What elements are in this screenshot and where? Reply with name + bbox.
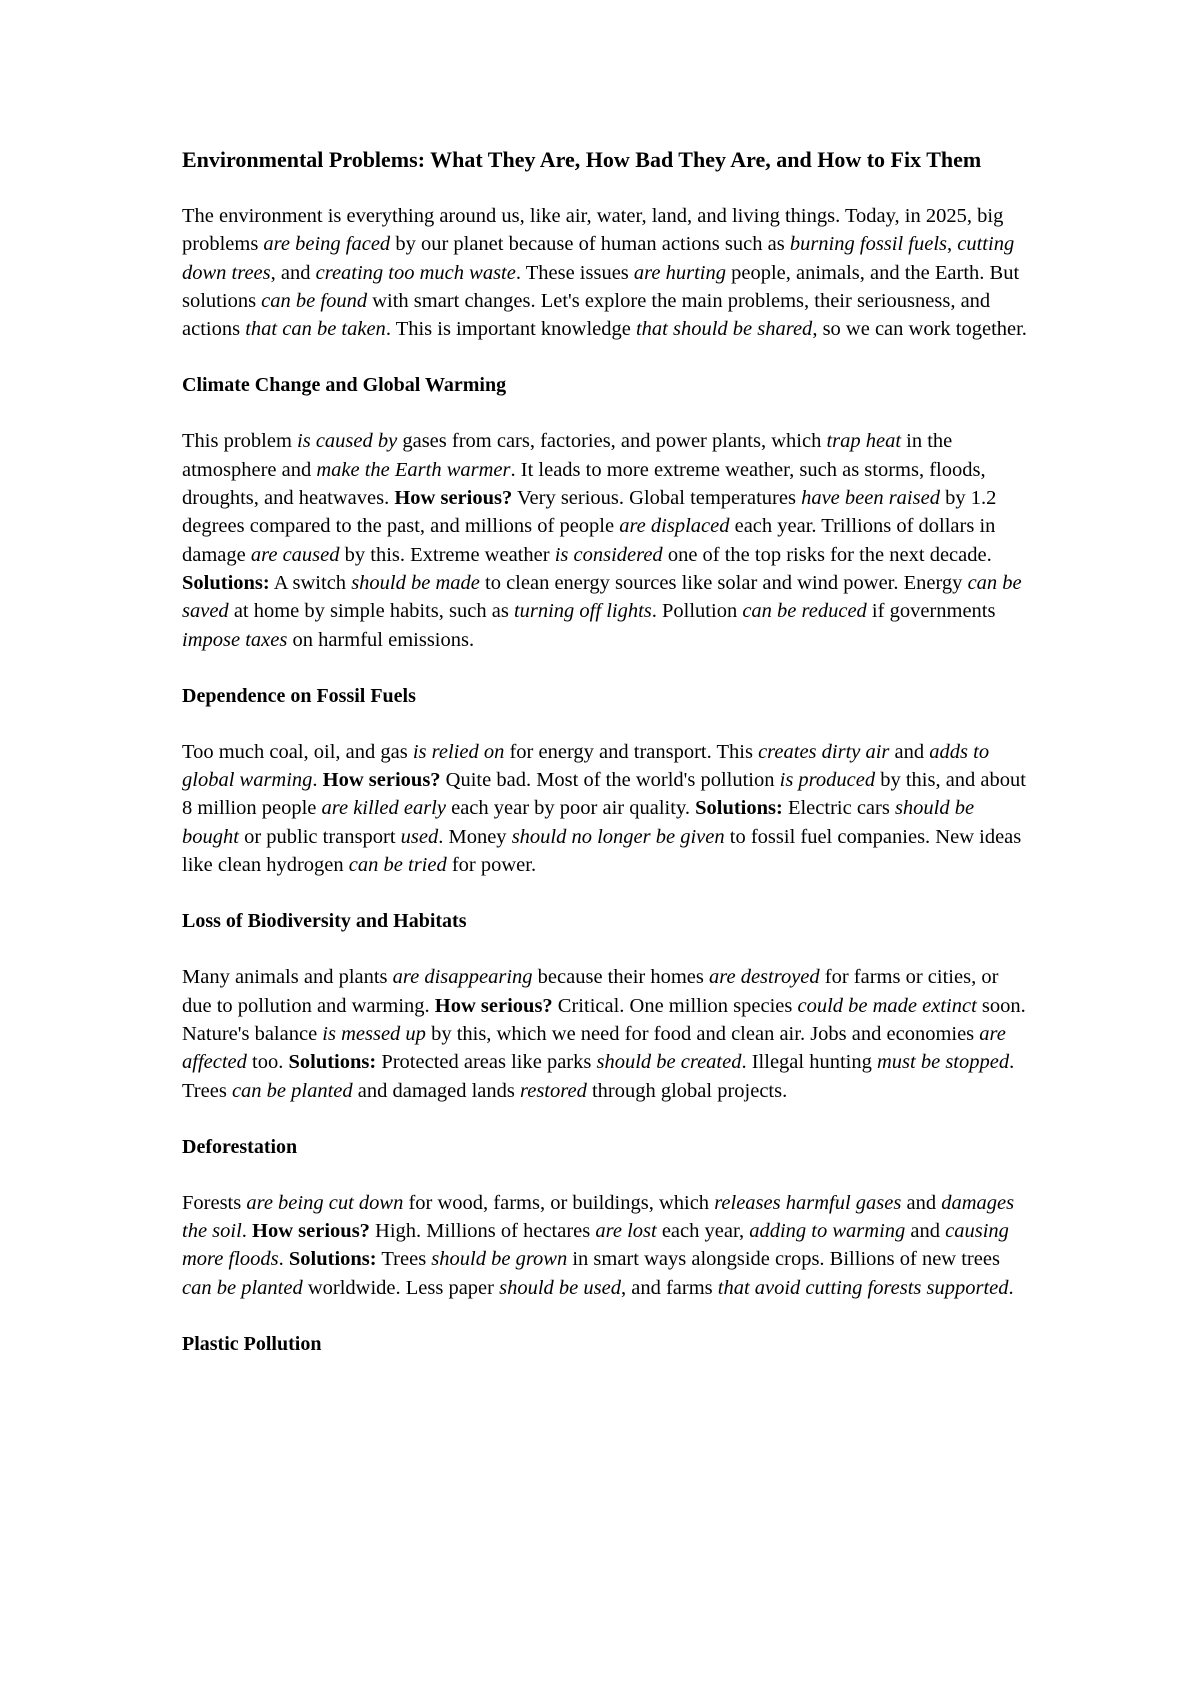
bold-label: Solutions: bbox=[288, 1051, 377, 1074]
italic-phrase: are destroyed bbox=[709, 966, 820, 989]
italic-phrase: is relied on bbox=[412, 740, 505, 763]
section-heading-fossil-fuels: Dependence on Fossil Fuels bbox=[182, 684, 416, 707]
italic-phrase: are lost bbox=[595, 1220, 657, 1243]
bold-label: How serious? bbox=[434, 994, 553, 1017]
bold-label: How serious? bbox=[322, 769, 441, 792]
bold-label: Solutions: bbox=[695, 797, 783, 820]
section-body-deforestation: Forests are being cut down for wood, farms, or buildings, which releases harmful gases and damages the soil. How serious? High. Millions of hectares are lost each year, adding to warming and causing more floods. Solutions: Trees should be grown in smart ways alongside crops. Billions of new trees can be planted worldwide. Less paper should be used, and farms that avoid cutting forests supported. bbox=[182, 1191, 1015, 1299]
italic-phrase: is caused by bbox=[297, 430, 398, 453]
italic-phrase: restored bbox=[520, 1079, 587, 1102]
italic-phrase: could be made extinct bbox=[797, 994, 977, 1017]
italic-phrase: damages the soil bbox=[182, 1191, 1015, 1243]
italic-phrase: turning off lights bbox=[513, 600, 652, 623]
italic-phrase: that avoid cutting forests supported bbox=[717, 1276, 1009, 1299]
section-heading-biodiversity: Loss of Biodiversity and Habitats bbox=[182, 910, 467, 933]
italic-phrase: impose taxes bbox=[182, 628, 288, 651]
italic-phrase: that should be shared bbox=[635, 318, 813, 341]
section-body-fossil-fuels: Too much coal, oil, and gas is relied on for energy and transport. This creates dirty air and adds to global warming. How serious? Quite bad. Most of the world's pollution is produced by this, and about 8 million people are killed early each year by poor air quality. Solutions: Electric cars should be bought or public transport used. Money should no longer be given to fossil fuel companies. New ideas like clean hydrogen can be tried for power. bbox=[182, 740, 1026, 877]
italic-phrase: cutting down trees bbox=[182, 233, 1015, 284]
italic-phrase: should no longer be given bbox=[511, 825, 725, 848]
italic-phrase: should be used bbox=[499, 1276, 621, 1299]
section-heading-climate-change: Climate Change and Global Warming bbox=[182, 374, 507, 397]
italic-phrase: is produced bbox=[779, 769, 876, 792]
italic-phrase: should be grown bbox=[431, 1248, 568, 1271]
italic-phrase: can be reduced bbox=[742, 600, 867, 623]
italic-phrase: can be planted bbox=[182, 1276, 303, 1299]
italic-phrase: can be found bbox=[261, 289, 368, 312]
italic-phrase: that can be taken bbox=[245, 318, 386, 341]
italic-phrase: can be saved bbox=[182, 571, 1022, 623]
italic-phrase: is considered bbox=[554, 543, 663, 566]
italic-phrase: are caused bbox=[250, 543, 340, 566]
bold-label: How serious? bbox=[394, 487, 513, 510]
section-body-climate-change: This problem is caused by gases from cars, factories, and power plants, which trap heat in the atmosphere and make the Earth warmer. It leads to more extreme weather, such as storms, floods, droughts, and heatwaves. How serious? Very serious. Global temperatures have been raised by 1.2 degrees compared to the past, and millions of people are displaced each year. Trillions of dollars in damage are caused by this. Extreme weather is considered one of the top risks for the next decade. Solutions: A switch should be made to clean energy sources like solar and wind power. Energy can be saved at home by simple habits, such as turning off lights. Pollution can be reduced if governments impose taxes on harmful emissions. bbox=[182, 430, 1022, 651]
italic-phrase: releases harmful gases bbox=[714, 1191, 902, 1214]
italic-phrase: adds to global warming bbox=[182, 740, 990, 792]
italic-phrase: creating too much waste bbox=[315, 261, 516, 284]
section-body-biodiversity: Many animals and plants are disappearing because their homes are destroyed for farms or cities, or due to pollution and warming. How serious? Critical. One million species could be made extinct soon. Nature's balance is messed up by this, which we need for food and clean air. Jobs and economies are affected too. Solutions: Protected areas like parks should be created. Illegal hunting must be stopped. Trees can be planted and damaged lands restored through global projects. bbox=[182, 966, 1026, 1102]
italic-phrase: are displaced bbox=[619, 515, 730, 538]
bold-label: How serious? bbox=[252, 1220, 370, 1243]
italic-phrase: are being cut down bbox=[246, 1191, 404, 1214]
italic-phrase: can be tried bbox=[348, 854, 447, 877]
italic-phrase: used bbox=[400, 825, 439, 848]
italic-phrase: adding to warming bbox=[749, 1220, 906, 1243]
bold-label: Solutions: bbox=[182, 571, 270, 594]
italic-phrase: should be bought bbox=[182, 797, 975, 848]
italic-phrase: burning fossil fuels bbox=[789, 233, 948, 256]
italic-phrase: make the Earth warmer bbox=[316, 458, 511, 481]
italic-phrase: should be made bbox=[351, 571, 480, 594]
italic-phrase: are affected bbox=[182, 1022, 1006, 1074]
italic-phrase: have been raised bbox=[801, 487, 940, 510]
document-page bbox=[182, 146, 1032, 1386]
bold-label: Solutions: bbox=[288, 1248, 377, 1271]
italic-phrase: creates dirty air bbox=[758, 740, 890, 763]
italic-phrase: causing more floods bbox=[182, 1220, 1009, 1271]
italic-phrase: are being faced bbox=[263, 233, 391, 256]
italic-phrase: are killed early bbox=[321, 797, 446, 820]
section-heading-deforestation: Deforestation bbox=[182, 1135, 298, 1158]
italic-phrase: are disappearing bbox=[392, 966, 533, 989]
italic-phrase: is messed up bbox=[322, 1022, 426, 1045]
italic-phrase: are hurting bbox=[633, 261, 726, 284]
italic-phrase: can be planted bbox=[231, 1079, 353, 1102]
section-heading-plastic-pollution: Plastic Pollution bbox=[182, 1333, 322, 1356]
italic-phrase: trap heat bbox=[826, 430, 902, 453]
document-title: Environmental Problems: What They Are, How Bad They Are, and How to Fix Them bbox=[182, 147, 982, 172]
intro-paragraph: The environment is everything around us, like air, water, land, and living things. Today, in 2025, big problems are being faced by our planet because of human actions such as burning fossil fuels, cutting down trees, and creating too much waste. These issues are hurting people, animals, and the Earth. But solutions can be found with smart changes. Let's explore the main problems, their seriousness, and actions that can be taken. This is important knowledge that should be shared, so we can work together. bbox=[182, 205, 1027, 341]
italic-phrase: must be stopped bbox=[877, 1051, 1010, 1074]
italic-phrase: should be created bbox=[596, 1051, 742, 1074]
